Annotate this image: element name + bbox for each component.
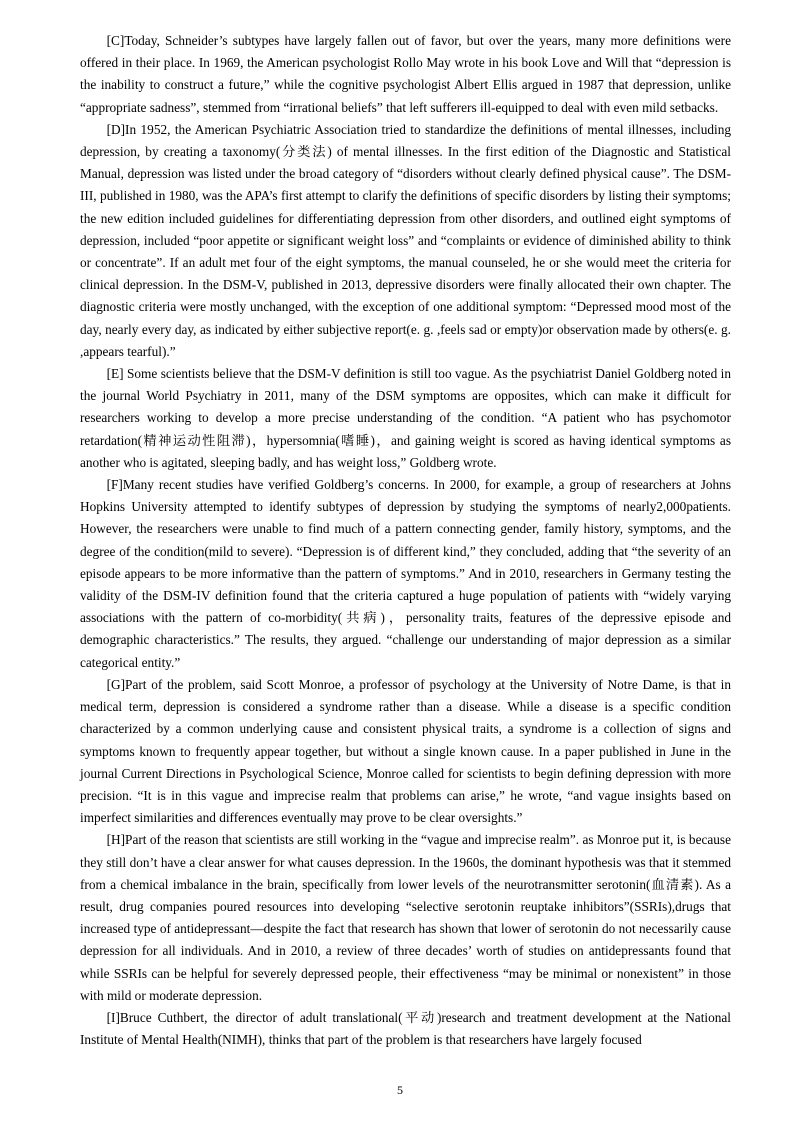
- paragraph-e: [E] Some scientists believe that the DSM-V definition is still too vague. As the psychiatrist Daniel Goldberg noted in the journal World Psychiatry in 2011, many of the DSM symptoms are opposites, which can make it difficult for researchers working to develop a more precise understanding of the condition. “A patient who has psychomotor retardation(精神运动性阻滞)，hypersomnia(嗜睡)，and gaining weight is scored as having identical symptoms as another who is agitated, sleeping badly, and has weight loss,” Goldberg wrote.: [80, 366, 731, 470]
- paragraph-h: [H]Part of the reason that scientists are still working in the “vague and imprecise realm”. as Monroe put it, is because they still don’t have a clear answer for what causes depression. In the 1960s, the dominant hypothesis was that it stemmed from a chemical imbalance in the brain, specifically from lower levels of the neurotransmitter serotonin(血清素). As a result, drug companies poured resources into developing “selective serotonin reuptake inhibitors”(SSRIs),drugs that increased type of antidepressant—despite the fact that research has shown that lower of serotonin do not necessarily cause depression for all individuals. And in 2010, a review of three decades’ worth of studies on antidepressants found that while SSRIs can be helpful for severely depressed people, their effectiveness “may be minimal or nonexistent” in those with mild or moderate depression.: [80, 832, 731, 1003]
- document-body: [80, 30, 731, 1051]
- page-number: 5: [397, 1083, 403, 1097]
- paragraph-d: [D]In 1952, the American Psychiatric Association tried to standardize the definitions of mental illnesses, including depression, by creating a taxonomy(分类法) of mental illnesses. In the first edition of the Diagnostic and Statistical Manual, depression was listed under the broad category of “disorders without clearly defined physical cause”. The DSM-III, published in 1980, was the APA’s first attempt to clarify the definitions of specific disorders by listing their symptoms; the new edition included guidelines for differentiating depression from other disorders, and outlined eight symptoms of depression, included “poor appetite or significant weight loss” and “complaints or evidence of diminished ability to think or concentrate”. If an adult met four of the eight symptoms, the manual counseled, he or she would meet the criteria for clinical depression. In the DSM-V, published in 2013, depressive disorders were finally allocated their own chapter. The diagnostic criteria were mostly unchanged, with the exception of one additional symptom: “Depressed mood most of the day, nearly every day, as indicated by either subjective report(e. g. ,feels sad or empty)or observation made by others(e. g. ,appears tearful).”: [80, 121, 731, 359]
- paragraph-i: [I]Bruce Cuthbert, the director of adult translational(平动)research and treatment development at the National Institute of Mental Health(NIMH), thinks that part of the problem is that researchers have largely focused: [80, 1009, 731, 1048]
- paragraph-g: [G]Part of the problem, said Scott Monroe, a professor of psychology at the University of Notre Dame, is that in medical term, depression is considered a syndrome rather than a disease. While a disease is a specific condition characterized by a common underlying cause and consistent physical traits, a syndrome is a collection of signs and symptoms known to frequently appear together, but without a single known cause. In a paper published in June in the journal Current Directions in Psychological Science, Monroe called for scientists to begin defining depression with more precision. “It is in this vague and imprecise realm that problems can arise,” he wrote, “and vague insights based on imperfect similarities and differences eventually may prove to be clear oversights.”: [80, 676, 731, 826]
- paragraph-c: [C]Today, Schneider’s subtypes have largely fallen out of favor, but over the years, many more definitions were offered in their place. In 1969, the American psychologist Rollo May wrote in his book Love and Will that “depression is the inability to construct a future,” while the cognitive psychologist Albert Ellis argued in 1987 that depression, unlike “appropriate sadness”, stemmed from “irrational beliefs” that left sufferers ill-equipped to deal with even mild setbacks.: [80, 33, 731, 115]
- paragraph-f: [F]Many recent studies have verified Goldberg’s concerns. In 2000, for example, a group of researchers at Johns Hopkins University attempted to identify subtypes of depression by studying the symptoms of nearly2,000patients. However, the researchers were unable to find much of a pattern connecting gender, family history, symptoms, and the degree of the condition(mild to severe). “Depression is of different kind,” they concluded, adding that “the severity of an episode appears to be more informative than the pattern of symptoms.” And in 2010, researchers in Germany testing the validity of the DSM-IV definition found that the criteria captured a huge population of patients with “widely varying associations with the pattern of co-morbidity(共病)，personality traits, features of the depressive episode and demographic characteristics.” The results, they argued. “challenge our understanding of major depression as a similar categorical entity.”: [80, 477, 731, 670]
